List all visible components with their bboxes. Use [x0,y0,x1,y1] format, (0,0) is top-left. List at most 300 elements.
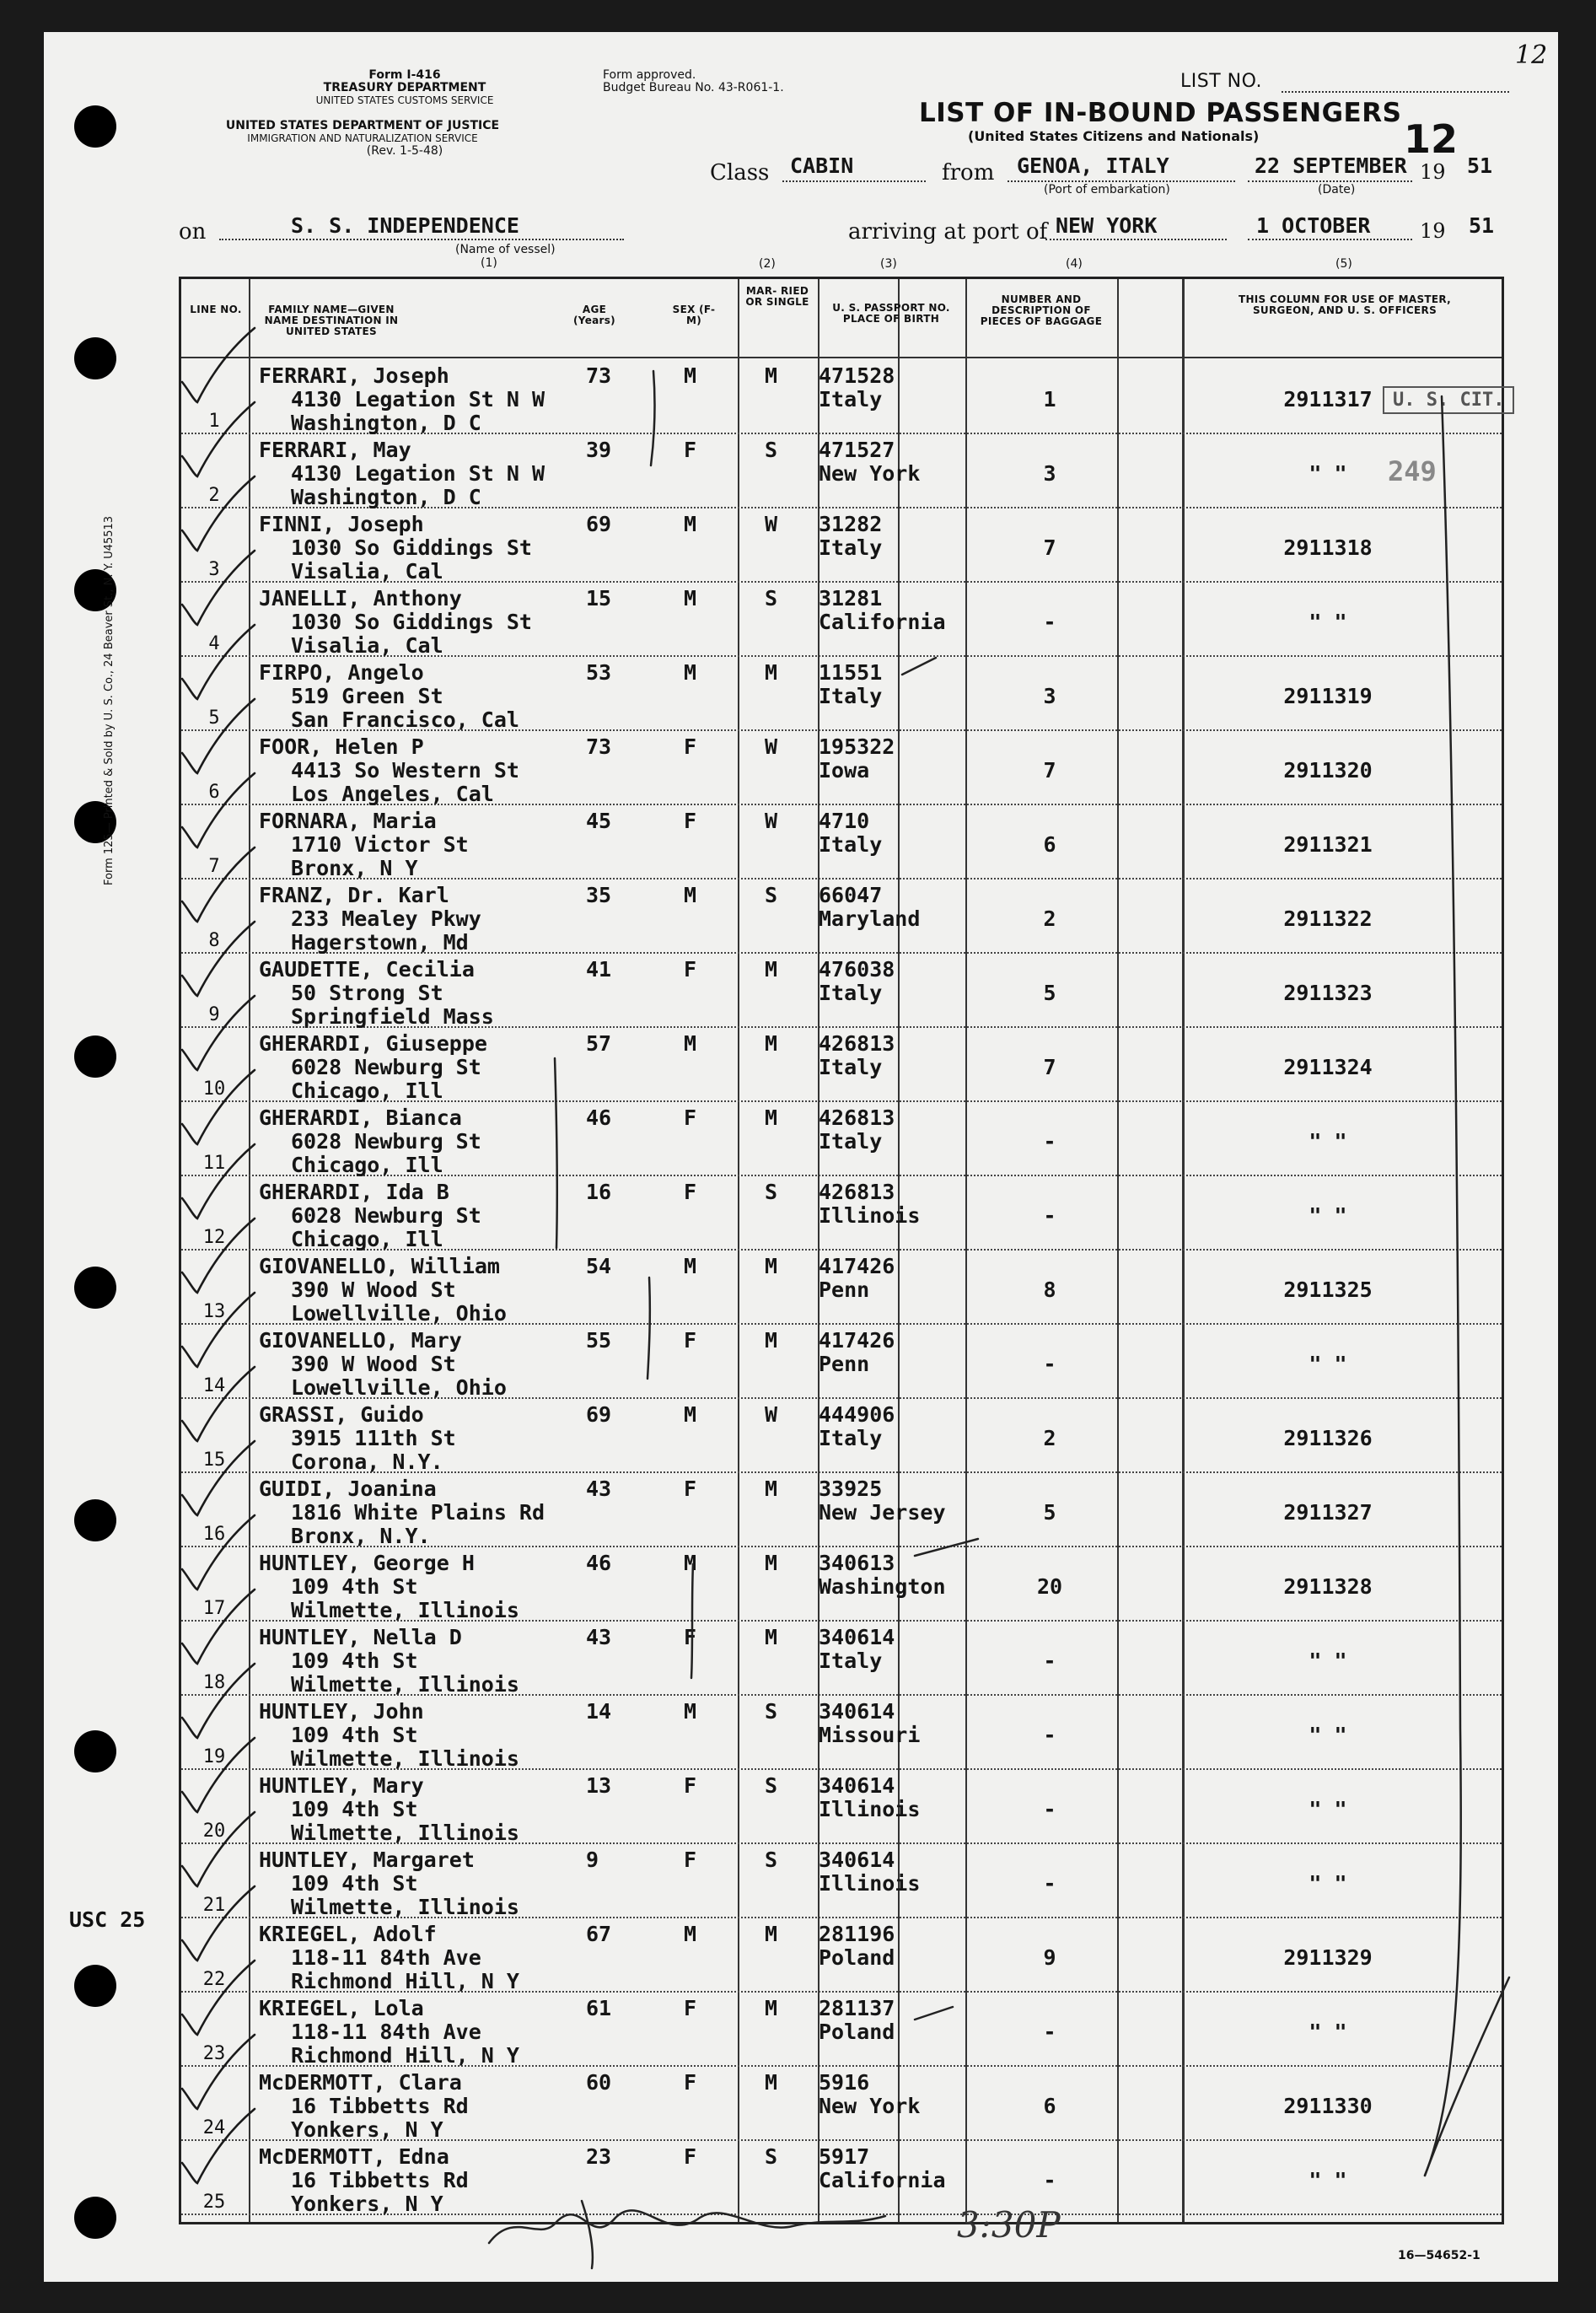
line-number: 13 [202,1301,226,1322]
year-suffix: 51 [1467,153,1493,178]
cell-address: 109 4th St [291,1574,418,1599]
cell-city: San Francisco, Cal [291,707,519,732]
page-title: LIST OF IN-BOUND PASSENGERS [919,98,1402,128]
cell-baggage: 1 [1043,387,1056,411]
col-num-4: (4) [1066,257,1083,271]
cell-sex: M [684,1402,697,1427]
cell-age: 46 [586,1105,612,1130]
class-label: Class [710,160,770,186]
cell-passport: 281137 [819,1996,895,2020]
cell-officer: " " [1309,2168,1347,2192]
cell-officer: 2911325 [1283,1278,1373,1302]
cell-name: KRIEGEL, Adolf [259,1922,437,1946]
cell-age: 23 [586,2144,612,2169]
treasury-dept: TREASURY DEPARTMENT [323,81,486,94]
cell-age: 43 [586,1477,612,1501]
cell-passport: 426813 [819,1031,895,1056]
cell-sex: F [684,1773,697,1798]
cell-status: M [765,1105,778,1130]
col-age: AGE (Years) [573,304,615,326]
cell-status: S [765,1180,778,1204]
cell-address: 6028 Newburg St [291,1203,481,1228]
cell-age: 54 [586,1254,612,1278]
cell-address: 3915 111th St [291,1426,456,1450]
revision: (Rev. 1-5-48) [366,144,443,158]
cell-birthplace: Washington [819,1574,946,1599]
cell-officer: 2911329 [1283,1945,1373,1970]
cell-address: 109 4th St [291,1871,418,1896]
cell-baggage: 20 [1036,1574,1063,1599]
cell-age: 46 [586,1551,612,1575]
on-label: on [179,219,207,245]
cell-city: Wilmette, Illinois [291,1598,519,1622]
cell-name: FOOR, Helen P [259,734,424,759]
line-number: 10 [202,1079,226,1100]
cell-address: 4130 Legation St N W [291,461,545,486]
cell-baggage: - [1043,1649,1056,1673]
line-number: 16 [202,1524,226,1545]
cell-sex: M [684,1699,697,1724]
cell-address: 1030 So Giddings St [291,610,532,634]
cell-birthplace: Missouri [819,1723,921,1747]
cell-age: 41 [586,957,612,982]
vessel-name: S. S. INDEPENDENCE [291,213,519,238]
cell-officer: 2911330 [1283,2094,1373,2118]
cell-birthplace: California [819,610,946,634]
list-number: 12 [1404,116,1459,162]
line-number: 6 [208,782,220,803]
cell-baggage: 6 [1043,832,1056,857]
cell-status: M [765,363,778,388]
cell-birthplace: Italy [819,832,883,857]
cell-baggage: 7 [1043,1055,1056,1079]
cell-age: 39 [586,438,612,462]
cell-sex: F [684,2070,697,2095]
cell-name: JANELLI, Anthony [259,586,462,611]
line-number: 3 [208,559,220,580]
side-print: Form 125— Printed & Sold by U. S. Co., 24 Beaver St., N. Y. U45513 [103,515,116,885]
cell-address: 50 Strong St [291,981,443,1005]
cell-passport: 5917 [819,2144,870,2169]
cell-birthplace: Iowa [819,758,870,783]
cell-address: 519 Green St [291,684,443,708]
cell-city: Richmond Hill, N Y [291,2043,519,2068]
cell-sex: F [684,2144,697,2169]
cell-birthplace: Italy [819,981,883,1005]
cell-city: Bronx, N Y [291,856,418,880]
cell-name: KRIEGEL, Lola [259,1996,424,2020]
year-prefix: 19 [1420,160,1446,184]
cell-passport: 471528 [819,363,895,388]
cell-passport: 340614 [819,1848,895,1872]
cell-city: Corona, N.Y. [291,1450,443,1474]
cell-birthplace: Italy [819,387,883,411]
cell-age: 55 [586,1328,612,1353]
cell-passport: 31282 [819,512,883,536]
immigration-service: IMMIGRATION AND NATURALIZATION SERVICE [247,132,478,144]
col-married: MAR- RIED OR SINGLE [745,285,809,308]
cell-age: 43 [586,1625,612,1649]
cell-name: HUNTLEY, John [259,1699,424,1724]
page-number: 12 [1515,40,1548,70]
cell-passport: 340613 [819,1551,895,1575]
cell-officer: 2911322 [1283,906,1373,931]
line-number: 23 [202,2043,226,2064]
cell-passport: 33925 [819,1477,883,1501]
cell-name: GHERARDI, Giuseppe [259,1031,487,1056]
cell-age: 53 [586,660,612,685]
line-number: 20 [202,1821,226,1842]
vessel-caption: (Name of vessel) [455,243,556,256]
cell-status: S [765,438,778,462]
cell-officer: " " [1309,1723,1347,1747]
col-name: FAMILY NAME—GIVEN NAME DESTINATION IN UNITED STATES [264,304,399,337]
cell-birthplace: Illinois [819,1797,921,1821]
arriving-label: arriving at port of [848,219,1048,245]
cell-address: 1710 Victor St [291,832,469,857]
cell-passport: 66047 [819,883,883,907]
cell-status: S [765,586,778,611]
cell-name: GAUDETTE, Cecilia [259,957,475,982]
cell-sex: F [684,1477,697,1501]
arrival-port: NEW YORK [1056,213,1158,238]
cell-status: M [765,1922,778,1946]
cell-address: 109 4th St [291,1649,418,1673]
cell-name: HUNTLEY, Margaret [259,1848,475,1872]
cell-status: W [765,809,778,833]
embarkation-caption: (Port of embarkation) [1044,183,1170,196]
line-number: 4 [208,633,220,654]
cell-city: Washington, D C [291,485,481,509]
cell-status: M [765,957,778,982]
cell-baggage: 6 [1043,2094,1056,2118]
cell-officer: " " [1309,1797,1347,1821]
cell-officer: 2911319 [1283,684,1373,708]
cell-birthplace: Italy [819,535,883,560]
cell-name: FORNARA, Maria [259,809,437,833]
cell-officer: 2911318 [1283,535,1373,560]
col-line-no: LINE NO. [190,304,242,315]
arrival-date: 1 OCTOBER [1256,213,1371,238]
cell-baggage: 5 [1043,981,1056,1005]
from-label: from [942,160,995,186]
col-num-5: (5) [1335,257,1352,271]
cell-name: GRASSI, Guido [259,1402,424,1427]
cell-passport: 471527 [819,438,895,462]
cell-passport: 444906 [819,1402,895,1427]
cell-status: S [765,2144,778,2169]
cell-baggage: - [1043,1723,1056,1747]
line-number: 5 [208,707,220,729]
cell-status: S [765,1699,778,1724]
line-number: 14 [202,1375,226,1396]
cell-officer: 2911327 [1283,1500,1373,1525]
cell-address: 1030 So Giddings St [291,535,532,560]
cell-sex: F [684,1625,697,1649]
cell-city: Hagerstown, Md [291,930,469,955]
line-number: 15 [202,1450,226,1471]
form-approved: Form approved. [603,68,696,82]
cell-city: Richmond Hill, N Y [291,1969,519,1993]
cell-name: HUNTLEY, Mary [259,1773,424,1798]
cell-officer: " " [1309,1871,1347,1896]
date-caption: (Date) [1318,183,1356,196]
cell-birthplace: Italy [819,1129,883,1154]
line-number: 12 [202,1227,226,1248]
cell-sex: F [684,957,697,982]
cell-baggage: - [1043,1352,1056,1376]
cell-name: GHERARDI, Bianca [259,1105,462,1130]
cell-address: 16 Tibbetts Rd [291,2094,469,2118]
budget-bureau: Budget Bureau No. 43-R061-1. [603,81,784,94]
cell-passport: 281196 [819,1922,895,1946]
cell-status: S [765,1848,778,1872]
cell-officer: " " [1309,2020,1347,2044]
cell-name: FERRARI, May [259,438,411,462]
cell-baggage: 3 [1043,461,1056,486]
cell-address: 109 4th St [291,1797,418,1821]
cell-officer: " " [1309,461,1347,486]
line-number: 11 [202,1153,226,1174]
col-passport: U. S. PASSPORT NO. PLACE OF BIRTH [832,302,950,325]
embarkation-date: 22 SEPTEMBER [1255,153,1407,178]
cell-passport: 11551 [819,660,883,685]
cell-age: 13 [586,1773,612,1798]
cell-birthplace: New York [819,461,921,486]
cell-status: S [765,1773,778,1798]
cell-status: S [765,883,778,907]
cell-sex: M [684,1254,697,1278]
cell-officer: 2911324 [1283,1055,1373,1079]
cell-birthplace: Italy [819,684,883,708]
cell-city: Los Angeles, Cal [291,782,494,806]
cell-city: Lowellville, Ohio [291,1301,507,1326]
cell-city: Wilmette, Illinois [291,1895,519,1919]
cell-sex: M [684,1922,697,1946]
cell-status: M [765,1625,778,1649]
cell-city: Yonkers, N Y [291,2192,443,2216]
cell-city: Chicago, Ill [291,1227,443,1251]
cell-city: Washington, D C [291,411,481,435]
cell-officer: 2911326 [1283,1426,1373,1450]
cell-status: M [765,1477,778,1501]
cell-name: FINNI, Joseph [259,512,424,536]
cell-name: GUIDI, Joanina [259,1477,437,1501]
cell-baggage: - [1043,2168,1056,2192]
cell-address: 6028 Newburg St [291,1055,481,1079]
page-subtitle: (United States Citizens and Nationals) [968,128,1260,144]
line-number: 7 [208,856,220,877]
cell-city: Lowellville, Ohio [291,1375,507,1400]
cell-name: FERRARI, Joseph [259,363,449,388]
cell-sex: M [684,883,697,907]
cell-address: 16 Tibbetts Rd [291,2168,469,2192]
cell-passport: 417426 [819,1328,895,1353]
cell-birthplace: Italy [819,1055,883,1079]
arrival-year-suffix: 51 [1469,213,1495,238]
line-number: 2 [208,485,220,506]
cell-name: HUNTLEY, George H [259,1551,475,1575]
line-number: 21 [202,1895,226,1916]
line-number: 18 [202,1672,226,1693]
cell-officer: " " [1309,1352,1347,1376]
cell-name: GIOVANELLO, William [259,1254,500,1278]
cell-officer: " " [1309,1129,1347,1154]
cell-status: M [765,2070,778,2095]
cell-address: 6028 Newburg St [291,1129,481,1154]
list-no-label: LIST NO. [1180,71,1263,92]
cell-city: Visalia, Cal [291,633,443,658]
cell-address: 118-11 84th Ave [291,1945,481,1970]
cell-address: 109 4th St [291,1723,418,1747]
cell-status: M [765,660,778,685]
vessel-caption-no: (1) [481,256,497,270]
cell-passport: 476038 [819,957,895,982]
cell-sex: F [684,1105,697,1130]
cell-age: 45 [586,809,612,833]
cell-name: McDERMOTT, Clara [259,2070,462,2095]
cell-officer: " " [1309,1649,1347,1673]
cell-officer: 2911321 [1283,832,1373,857]
cell-age: 9 [586,1848,599,1872]
cell-address: 1816 White Plains Rd [291,1500,545,1525]
cell-passport: 340614 [819,1625,895,1649]
cell-age: 69 [586,512,612,536]
cell-city: Wilmette, Illinois [291,1746,519,1771]
cell-birthplace: Penn [819,1278,870,1302]
cell-officer: 2911320 [1283,758,1373,783]
cell-baggage: 5 [1043,1500,1056,1525]
cell-birthplace: New York [819,2094,921,2118]
line-number: 9 [208,1004,220,1025]
cell-birthplace: Illinois [819,1871,921,1896]
cell-status: M [765,1031,778,1056]
cell-officer: 2911317 [1283,387,1373,411]
cell-sex: F [684,1848,697,1872]
cell-baggage: 3 [1043,684,1056,708]
customs-service: UNITED STATES CUSTOMS SERVICE [315,94,494,106]
cell-sex: F [684,438,697,462]
cell-baggage: - [1043,1129,1056,1154]
cell-birthplace: New Jersey [819,1500,946,1525]
line-number: 19 [202,1746,226,1767]
cell-passport: 195322 [819,734,895,759]
form-number: Form I-416 [368,68,441,82]
arrival-year-prefix: 19 [1420,219,1446,243]
cell-status: W [765,512,778,536]
cell-age: 73 [586,363,612,388]
cell-passport: 340614 [819,1773,895,1798]
cell-birthplace: Illinois [819,1203,921,1228]
cell-passport: 31281 [819,586,883,611]
usc-label: USC 25 [69,1907,146,1932]
cell-address: 390 W Wood St [291,1278,456,1302]
cell-birthplace: Maryland [819,906,921,931]
cell-city: Yonkers, N Y [291,2117,443,2142]
signature-time: 3:30P [957,2204,1061,2246]
line-number: 8 [208,930,220,951]
cell-sex: M [684,1031,697,1056]
cell-status: M [765,1996,778,2020]
cell-status: W [765,1402,778,1427]
cell-birthplace: Italy [819,1426,883,1450]
cell-passport: 5916 [819,2070,870,2095]
cell-officer: " " [1309,1203,1347,1228]
col-num-3: (3) [880,257,897,271]
col-sex: SEX (F-M) [672,304,716,326]
cell-city: Chicago, Ill [291,1079,443,1103]
cell-age: 67 [586,1922,612,1946]
cell-address: 4130 Legation St N W [291,387,545,411]
cell-birthplace: Poland [819,1945,895,1970]
col-baggage: NUMBER AND DESCRIPTION OF PIECES OF BAGGAGE [980,293,1103,327]
count-stamp: 249 [1388,455,1437,487]
cell-name: FRANZ, Dr. Karl [259,883,449,907]
cell-officer: " " [1309,610,1347,634]
cell-birthplace: Poland [819,2020,895,2044]
cell-sex: F [684,734,697,759]
cell-city: Visalia, Cal [291,559,443,584]
cell-passport: 417426 [819,1254,895,1278]
cell-status: M [765,1328,778,1353]
line-number: 25 [202,2192,226,2213]
cell-birthplace: Italy [819,1649,883,1673]
cell-age: 57 [586,1031,612,1056]
cell-officer: 2911328 [1283,1574,1373,1599]
cell-passport: 426813 [819,1105,895,1130]
cell-address: 233 Mealey Pkwy [291,906,481,931]
cell-birthplace: Penn [819,1352,870,1376]
cell-status: M [765,1254,778,1278]
cell-status: W [765,734,778,759]
justice-dept: UNITED STATES DEPARTMENT OF JUSTICE [225,119,500,132]
cell-age: 60 [586,2070,612,2095]
cell-baggage: - [1043,1203,1056,1228]
line-number: 24 [202,2117,226,2138]
cell-baggage: - [1043,1797,1056,1821]
cell-baggage: 9 [1043,1945,1056,1970]
cell-sex: F [684,809,697,833]
cell-passport: 4710 [819,809,870,833]
cell-sex: M [684,512,697,536]
cell-name: HUNTLEY, Nella D [259,1625,462,1649]
cell-age: 69 [586,1402,612,1427]
cell-city: Springfield Mass [291,1004,494,1029]
cell-baggage: 2 [1043,906,1056,931]
cell-city: Bronx, N.Y. [291,1524,431,1548]
cell-age: 16 [586,1180,612,1204]
cell-baggage: - [1043,2020,1056,2044]
cell-officer: 2911323 [1283,981,1373,1005]
cell-city: Wilmette, Illinois [291,1821,519,1845]
cell-baggage: 2 [1043,1426,1056,1450]
cell-address: 118-11 84th Ave [291,2020,481,2044]
cell-baggage: 8 [1043,1278,1056,1302]
col-num-2: (2) [759,257,776,271]
cell-birthplace: California [819,2168,946,2192]
port-of-embarkation: GENOA, ITALY [1017,153,1169,178]
line-number: 17 [202,1598,226,1619]
cell-passport: 426813 [819,1180,895,1204]
line-number: 22 [202,1969,226,1990]
cell-name: FIRPO, Angelo [259,660,424,685]
cell-age: 14 [586,1699,612,1724]
cell-sex: F [684,1328,697,1353]
us-cit-stamp: U. S. CIT. [1383,386,1514,414]
cell-sex: M [684,586,697,611]
cell-address: 4413 So Western St [291,758,519,783]
cell-baggage: - [1043,610,1056,634]
